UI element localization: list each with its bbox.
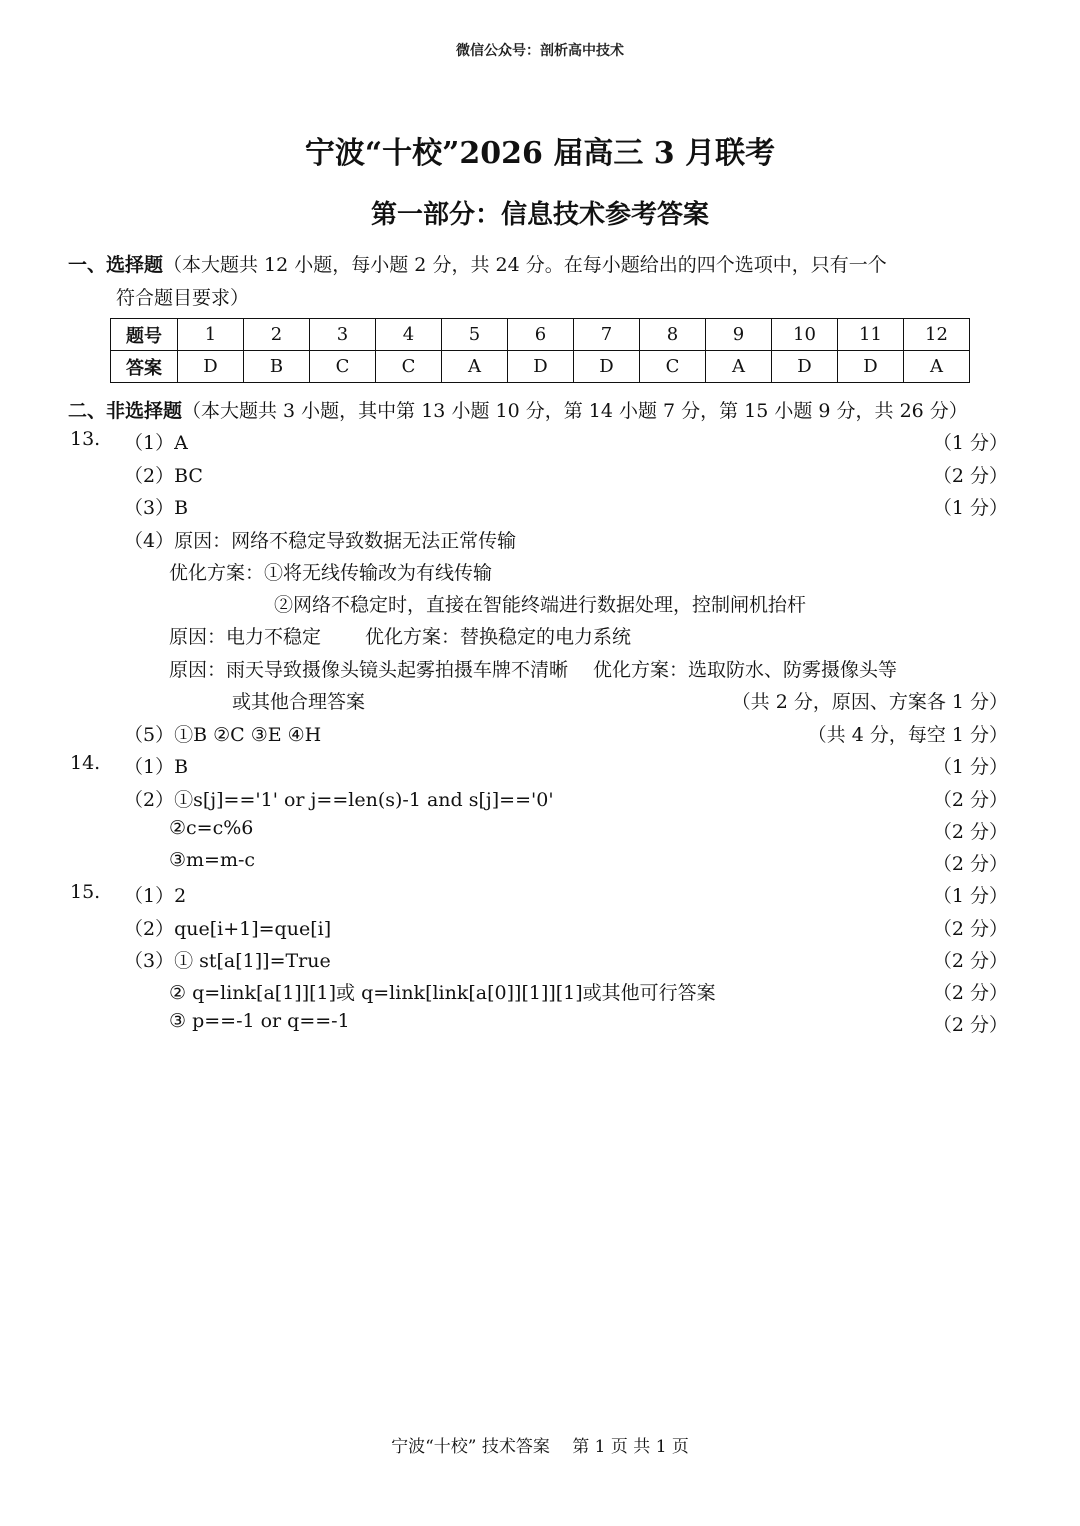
question-number: 11 xyxy=(838,319,904,351)
answer-table xyxy=(110,318,970,383)
q13-answer-1: （1）A xyxy=(124,432,188,454)
section1-desc: （本大题共 12 小题，每小题 2 分，共 24 分。在每小题给出的四个选项中，只有一个 xyxy=(163,254,887,276)
q13-answer-4-alt-2: 原因：雨天导致摄像头镜头起雾拍摄车牌不清晰 优化方案：选取防水、防雾摄像头等 xyxy=(169,659,898,681)
table-row-header: 题号 xyxy=(111,319,178,351)
q13-answer-5: （5）①B ②C ③E ④H xyxy=(124,724,322,746)
answer-cell: D xyxy=(178,351,244,383)
section1-desc-cont: 符合题目要求） xyxy=(116,287,250,309)
answer-cell: A xyxy=(442,351,508,383)
answer-cell: A xyxy=(706,351,772,383)
q13-answer-4-plan-2: ②网络不稳定时，直接在智能终端进行数据处理，控制闸机抬杆 xyxy=(274,594,807,616)
answer-cell: D xyxy=(772,351,838,383)
q13-answer-4-reason: （4）原因：网络不稳定导致数据无法正常传输 xyxy=(124,530,517,552)
section2-label: 二、非选择题 xyxy=(68,400,183,422)
question-number: 1 xyxy=(178,319,244,351)
q15-answer-2: （2）que[i+1]=que[i] xyxy=(124,918,332,940)
question-number: 8 xyxy=(640,319,706,351)
q13-answer-3: （3）B xyxy=(124,497,189,519)
q15-answer-1: （1）2 xyxy=(124,885,187,907)
answer-cell: B xyxy=(244,351,310,383)
q13-points-4: （共 2 分，原因、方案各 1 分） xyxy=(731,691,1008,713)
question-number-13: 13. xyxy=(70,428,101,450)
q15-answer-5: ③ p==-1 or q==-1 xyxy=(169,1010,350,1032)
q14-answer-3: ②c=c%6 xyxy=(169,817,254,839)
section2-desc: （本大题共 3 小题，其中第 13 小题 10 分，第 14 小题 7 分，第 15 小题 9 分，共 26 分） xyxy=(182,400,968,422)
page-subtitle: 第一部分：信息技术参考答案 xyxy=(370,200,709,230)
q15-points-4: （2 分） xyxy=(932,982,1008,1004)
question-number: 2 xyxy=(244,319,310,351)
q14-answer-2: （2）①s[j]=='1' or j==len(s)-1 and s[j]=='0' xyxy=(124,789,554,811)
answer-cell: D xyxy=(838,351,904,383)
q15-answer-3: （3）① st[a[1]]=True xyxy=(124,950,331,972)
question-number: 7 xyxy=(574,319,640,351)
question-number-14: 14. xyxy=(70,752,101,774)
q14-points-1: （1 分） xyxy=(932,756,1008,778)
q15-points-5: （2 分） xyxy=(932,1014,1008,1036)
q14-points-3: （2 分） xyxy=(932,821,1008,843)
q14-points-2: （2 分） xyxy=(932,789,1008,811)
q13-answer-4-plan: 优化方案：①将无线传输改为有线传输 xyxy=(169,562,493,584)
q13-points-2: （2 分） xyxy=(932,465,1008,487)
q15-answer-4: ② q=link[a[1]][1]或 q=link[link[a[0]][1]][1]或其他可行答案 xyxy=(169,982,716,1004)
q13-answer-4-alt-1: 原因：电力不稳定 优化方案：替换稳定的电力系统 xyxy=(169,626,632,648)
q13-points-1: （1 分） xyxy=(932,432,1008,454)
answer-cell: C xyxy=(640,351,706,383)
page-footer: 宁波“十校” 技术答案 第 1 页 共 1 页 xyxy=(391,1437,689,1457)
question-number: 10 xyxy=(772,319,838,351)
q14-answer-1: （1）B xyxy=(124,756,189,778)
table-row xyxy=(111,351,970,383)
question-number: 4 xyxy=(376,319,442,351)
question-number-15: 15. xyxy=(70,881,101,903)
answer-cell: C xyxy=(310,351,376,383)
question-number: 6 xyxy=(508,319,574,351)
section2-heading xyxy=(68,396,968,423)
q14-points-4: （2 分） xyxy=(932,853,1008,875)
table-row xyxy=(111,319,970,351)
section1-label: 一、选择题 xyxy=(68,254,164,276)
table-row-header: 答案 xyxy=(111,351,178,383)
answer-cell: C xyxy=(376,351,442,383)
answer-cell: A xyxy=(904,351,970,383)
q15-points-1: （1 分） xyxy=(932,885,1008,907)
page-title: 宁波“十校”2026 届高三 3 月联考 xyxy=(304,136,776,171)
q13-points-3: （1 分） xyxy=(932,497,1008,519)
q14-answer-4: ③m=m-c xyxy=(169,849,256,871)
watermark: 微信公众号：剖析高中技术 xyxy=(456,43,624,59)
question-number: 3 xyxy=(310,319,376,351)
q13-points-5: （共 4 分，每空 1 分） xyxy=(807,724,1008,746)
question-number: 12 xyxy=(904,319,970,351)
question-number: 9 xyxy=(706,319,772,351)
answer-cell: D xyxy=(574,351,640,383)
question-number: 5 xyxy=(442,319,508,351)
section1-heading xyxy=(68,250,887,277)
q13-answer-2: （2）BC xyxy=(124,465,203,487)
q15-points-3: （2 分） xyxy=(932,950,1008,972)
answer-cell: D xyxy=(508,351,574,383)
q13-answer-4-other: 或其他合理答案 xyxy=(232,691,366,713)
q15-points-2: （2 分） xyxy=(932,918,1008,940)
